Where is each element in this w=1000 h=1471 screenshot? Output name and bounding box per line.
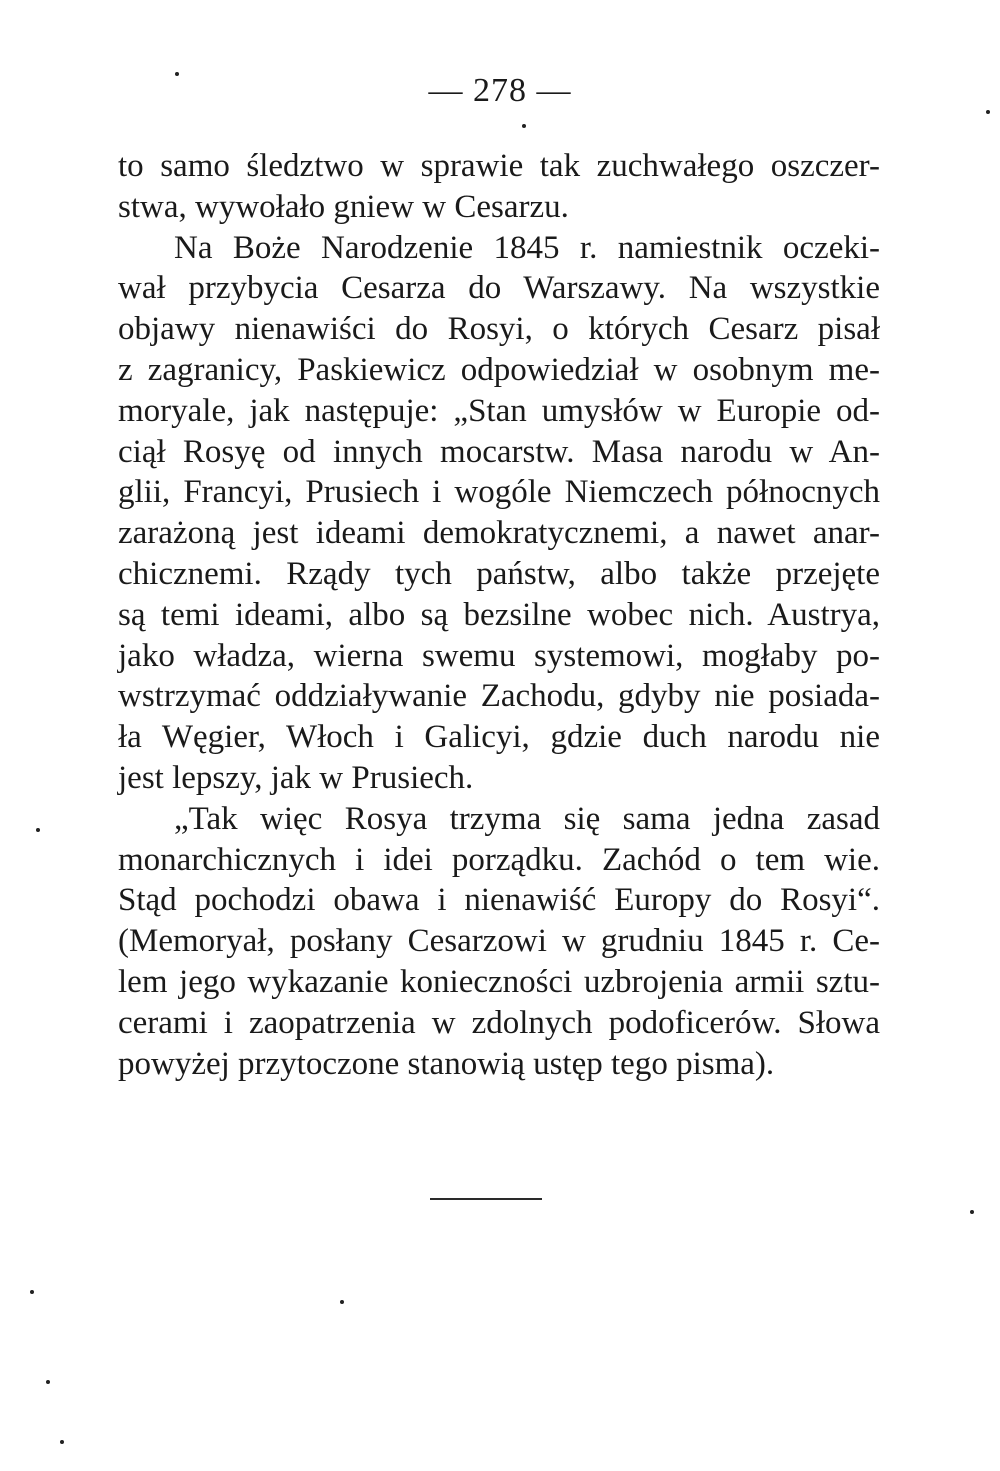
text-line: chicznemi. Rządy tych państw, albo także przejęte — [118, 555, 880, 592]
scan-speck — [46, 1380, 50, 1384]
scan-speck — [340, 1300, 344, 1304]
text-line: wał przybycia Cesarza do Warszawy. Na wszystkie — [118, 270, 880, 307]
text-line: monarchicznych i idei porządku. Zachód o tem wie. — [118, 841, 880, 878]
text-line: jako władza, wierna swemu systemowi, mogłaby po- — [118, 637, 880, 674]
text-line: z zagranicy, Paskiewicz odpowiedział w osobnym me- — [118, 351, 880, 388]
text-line: lem jego wykazanie konieczności uzbrojenia armii sztu- — [118, 963, 880, 1000]
scan-speck — [36, 828, 40, 832]
text-line: to samo śledztwo w sprawie tak zuchwałego oszczer- — [118, 148, 880, 184]
paragraph-1 — [118, 146, 880, 228]
text-line: moryale, jak następuje: „Stan umysłów w Europie od- — [118, 392, 880, 429]
scan-speck — [30, 1290, 34, 1294]
text-line: „Tak więc Rosya trzyma się sama jedna zasad — [174, 800, 880, 837]
text-line: zarażoną jest ideami demokratycznemi, a nawet anar- — [118, 515, 880, 552]
text-line: stwa, wywołało gniew w Cesarzu. — [118, 188, 569, 225]
scan-speck — [986, 110, 990, 114]
text-line: powyżej przytoczone stanowią ustęp tego pisma). — [118, 1045, 775, 1082]
scan-speck — [522, 124, 526, 128]
text-line: Stąd pochodzi obawa i nienawiść Europy do Rosyi“. — [118, 882, 880, 919]
text-line: jest lepszy, jak w Prusiech. — [118, 759, 474, 796]
text-line: (Memoryał, posłany Cesarzowi w grudniu 1845 r. Ce- — [118, 923, 880, 960]
text-line: wstrzymać oddziaływanie Zachodu, gdyby nie posiada- — [118, 678, 880, 715]
body-text — [118, 146, 880, 1084]
text-line: są temi ideami, albo są bezsilne wobec nich. Austrya, — [118, 596, 880, 633]
text-line: cerami i zaopatrzenia w zdolnych podoficerów. Słowa — [118, 1004, 880, 1041]
text-line: ciął Rosyę od innych mocarstw. Masa narodu w An- — [118, 433, 880, 470]
text-line: Na Boże Narodzenie 1845 r. namiestnik oczeki- — [174, 229, 880, 266]
paragraph-2 — [118, 228, 880, 799]
text-line: glii, Francyi, Prusiech i wogóle Niemczech północnych — [118, 474, 880, 511]
text-line: objawy nienawiści do Rosyi, o których Cesarz pisał — [118, 311, 880, 348]
scan-speck — [970, 1210, 974, 1214]
end-rule-divider — [430, 1198, 542, 1200]
scan-speck — [175, 72, 179, 76]
paragraph-3 — [118, 799, 880, 1085]
page-number: — 278 — — [428, 72, 572, 109]
scan-speck — [60, 1440, 64, 1444]
text-line: ła Węgier, Włoch i Galicyi, gdzie duch narodu nie — [118, 719, 880, 756]
